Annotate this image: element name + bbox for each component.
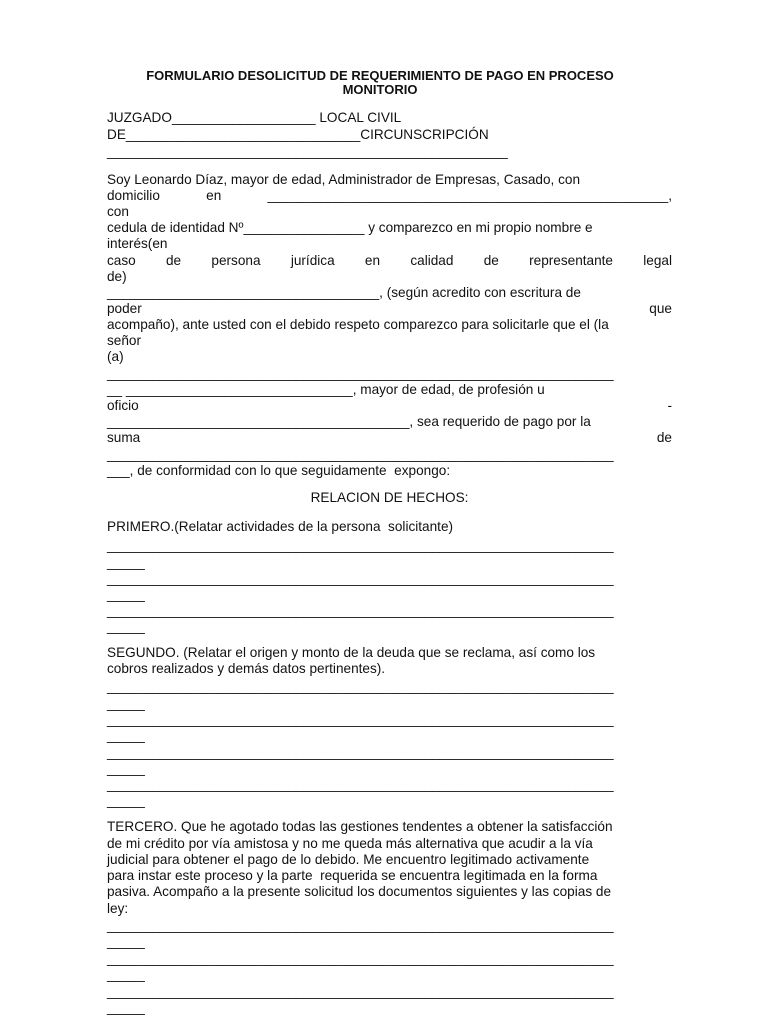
primero-blank-2-end: _____	[107, 587, 145, 602]
domicile-label: domicilio en	[107, 188, 222, 203]
primero-blank-1: ___________________________________________________________________	[107, 538, 614, 553]
segundo-line-2: cobros realizados y demás datos pertinentes).	[107, 661, 386, 676]
body-line-2	[107, 188, 672, 204]
tercero-blank-3-end: _____	[107, 1000, 145, 1015]
segundo-blank-3-end: _____	[107, 761, 145, 776]
form-title	[120, 69, 640, 97]
facts-heading: RELACION DE HECHOS:	[310, 490, 469, 505]
primero-blank-3-end: _____	[107, 619, 145, 634]
tercero-line-1: TERCERO. Que he agotado todas las gestiones tendentes a obtener la satisfacción	[107, 819, 613, 834]
amount-blank: ___________________________________________________________________	[107, 447, 614, 462]
segundo-blank-2: ___________________________________________________________________	[107, 712, 614, 727]
tercero-line-3: judicial para obtener el pago de lo debido. Me encuentro legitimado activamente	[107, 852, 590, 867]
tercero-line-6: ley:	[107, 901, 129, 916]
body-line-9: poder que	[107, 301, 672, 316]
court-line: JUZGADO___________________ LOCAL CIVIL	[107, 110, 402, 125]
debtor-name-blank: ___________________________________________________________________	[107, 366, 614, 381]
body-line-14: __ ______________________________, mayor de edad, de profesión u	[107, 382, 545, 397]
segundo-blank-4-end: _____	[107, 793, 145, 808]
body-line-7: de)	[107, 269, 127, 284]
form-title-line-2: MONITORIO	[342, 82, 418, 97]
tercero-blank-1: ___________________________________________________________________	[107, 918, 614, 933]
tercero-line-4: para instar este proceso y la parte requerida se encuentra legitimada en la forma	[107, 868, 598, 883]
segundo-blank-1: ___________________________________________________________________	[107, 679, 614, 694]
tercero-blank-3: ___________________________________________________________________	[107, 984, 614, 999]
body-line-11: señor	[107, 333, 142, 348]
primero-blank-2: ___________________________________________________________________	[107, 571, 614, 586]
tercero-line-5: pasiva. Acompaño a la presente solicitud los documentos siguientes y las copias de	[107, 884, 612, 899]
body-line-6: caso de persona jurídica en calidad de representante legal	[107, 253, 672, 268]
body-line-1: Soy Leonardo Díaz, mayor de edad, Administrador de Empresas, Casado, con	[107, 172, 581, 187]
primero-blank-3: ___________________________________________________________________	[107, 603, 614, 618]
segundo-blank-4: ___________________________________________________________________	[107, 777, 614, 792]
body-line-10: acompaño), ante usted con el debido respeto comparezco para solicitarle que el (la	[107, 317, 609, 332]
body-line-17: suma de	[107, 430, 672, 445]
circumscription-line: DE_______________________________CIRCUNSCRIPCIÓN	[107, 127, 489, 142]
primero-blank-1-end: _____	[107, 555, 145, 570]
body-line-4: cedula de identidad Nº________________ y comparezco en mi propio nombre e	[107, 220, 593, 235]
body-line-3: con	[107, 204, 129, 219]
form-title-line-1: FORMULARIO DESOLICITUD DE REQUERIMIENTO DE PAGO EN PROCESO	[146, 68, 614, 83]
body-line-12: (a)	[107, 349, 124, 364]
domicile-blank: _____________________________________________________,	[267, 188, 672, 203]
segundo-blank-2-end: _____	[107, 728, 145, 743]
tercero-line-2: de mi crédito por vía amistosa y no me queda más alternativa que acudir a la vía	[107, 836, 593, 851]
body-line-5: interés(en	[107, 236, 168, 251]
body-line-16: ________________________________________, sea requerido de pago por la	[107, 414, 591, 429]
tercero-blank-2-end: _____	[107, 967, 145, 982]
body-line-15: oficio -	[107, 398, 672, 413]
body-line-19: ___, de conformidad con lo que seguidamente expongo:	[107, 463, 451, 478]
primero-heading: PRIMERO.(Relatar actividades de la persona solicitante)	[107, 519, 454, 534]
tercero-blank-2: ___________________________________________________________________	[107, 951, 614, 966]
segundo-blank-3: ___________________________________________________________________	[107, 745, 614, 760]
tercero-blank-1-end: _____	[107, 934, 145, 949]
header-blank-line: _____________________________________________________	[107, 144, 508, 159]
segundo-line-1: SEGUNDO. (Relatar el origen y monto de la deuda que se reclama, así como los	[107, 645, 596, 660]
body-line-8: ____________________________________, (según acredito con escritura de	[107, 285, 581, 300]
segundo-blank-1-end: _____	[107, 696, 145, 711]
